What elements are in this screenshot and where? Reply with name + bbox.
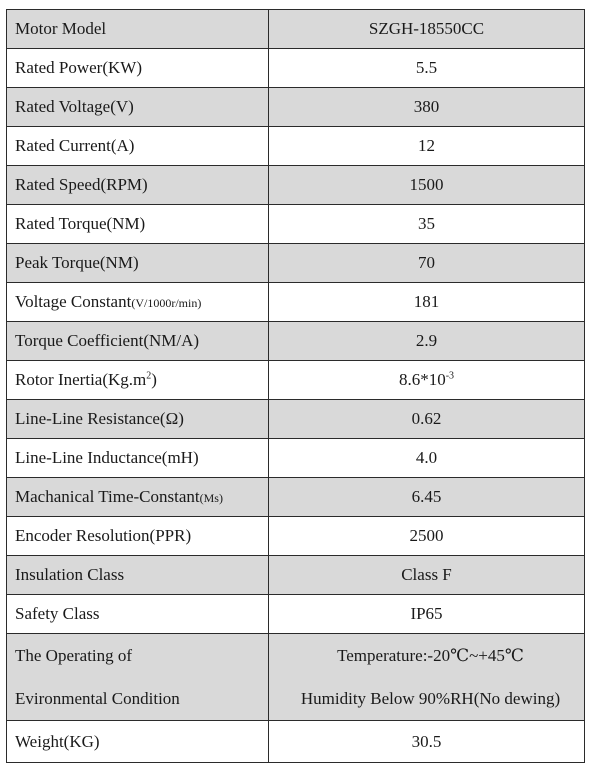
spec-label: Rated Voltage(V) [7, 88, 269, 127]
spec-value-cell [269, 634, 585, 721]
spec-label-unit: (V/1000r/min) [131, 296, 202, 310]
table-row [7, 322, 585, 361]
spec-label-cell [7, 634, 269, 721]
spec-label: Line-Line Inductance(mH) [7, 439, 269, 478]
spec-label: Rated Torque(NM) [7, 205, 269, 244]
spec-value: Class F [269, 556, 585, 595]
spec-label: Motor Model [7, 10, 269, 49]
table-row [7, 88, 585, 127]
spec-value-sup: -3 [445, 370, 455, 382]
spec-label: Safety Class [7, 595, 269, 634]
spec-label-cell [7, 478, 269, 517]
spec-value-cell [269, 361, 585, 400]
spec-value-line1: Temperature:-20℃~+45℃ [337, 646, 524, 665]
spec-label: Encoder Resolution(PPR) [7, 517, 269, 556]
motor-spec-table [6, 9, 585, 763]
spec-label: Rated Current(A) [7, 127, 269, 166]
spec-label: Insulation Class [7, 556, 269, 595]
spec-label: Rotor Inertia(Kg.m [15, 370, 147, 389]
spec-label: Line-Line Resistance(Ω) [7, 400, 269, 439]
spec-label-end: ) [151, 370, 157, 389]
table-row [7, 166, 585, 205]
spec-value: 2.9 [269, 322, 585, 361]
table-row [7, 439, 585, 478]
spec-label: Peak Torque(NM) [7, 244, 269, 283]
spec-value: 35 [269, 205, 585, 244]
spec-value: 4.0 [269, 439, 585, 478]
spec-value: IP65 [269, 595, 585, 634]
spec-value: SZGH-18550CC [269, 10, 585, 49]
spec-value: 1500 [269, 166, 585, 205]
table-row [7, 205, 585, 244]
spec-label: Weight(KG) [7, 721, 269, 763]
table-row [7, 10, 585, 49]
spec-label: Rated Speed(RPM) [7, 166, 269, 205]
spec-label: Machanical Time-Constant [15, 487, 200, 506]
spec-value: 6.45 [269, 478, 585, 517]
spec-label: Voltage Constant [15, 292, 132, 311]
spec-label-line2: Evironmental Condition [15, 689, 180, 708]
table-row [7, 400, 585, 439]
table-row [7, 49, 585, 88]
spec-value: 0.62 [269, 400, 585, 439]
spec-label-line1: The Operating of [15, 646, 133, 665]
table-row [7, 283, 585, 322]
spec-label: Rated Power(KW) [7, 49, 269, 88]
table-row [7, 127, 585, 166]
spec-value: 181 [269, 283, 585, 322]
spec-value: 2500 [269, 517, 585, 556]
spec-value: 30.5 [269, 721, 585, 763]
spec-value: 70 [269, 244, 585, 283]
spec-value: 12 [269, 127, 585, 166]
table-row [7, 517, 585, 556]
table-row [7, 244, 585, 283]
table-row [7, 361, 585, 400]
spec-value: 380 [269, 88, 585, 127]
table-row [7, 556, 585, 595]
spec-value: 8.6*10 [398, 370, 446, 389]
table-row [7, 721, 585, 763]
spec-value-line2: Humidity Below 90%RH(No dewing) [300, 689, 561, 708]
table-row [7, 478, 585, 517]
spec-value: 5.5 [269, 49, 585, 88]
spec-label: Torque Coefficient(NM/A) [7, 322, 269, 361]
spec-label-cell [7, 283, 269, 322]
spec-label-cell [7, 361, 269, 400]
table-row [7, 634, 585, 721]
spec-label-unit: (Ms) [199, 491, 223, 505]
spec-label-sup: 2 [146, 370, 152, 382]
table-row [7, 595, 585, 634]
